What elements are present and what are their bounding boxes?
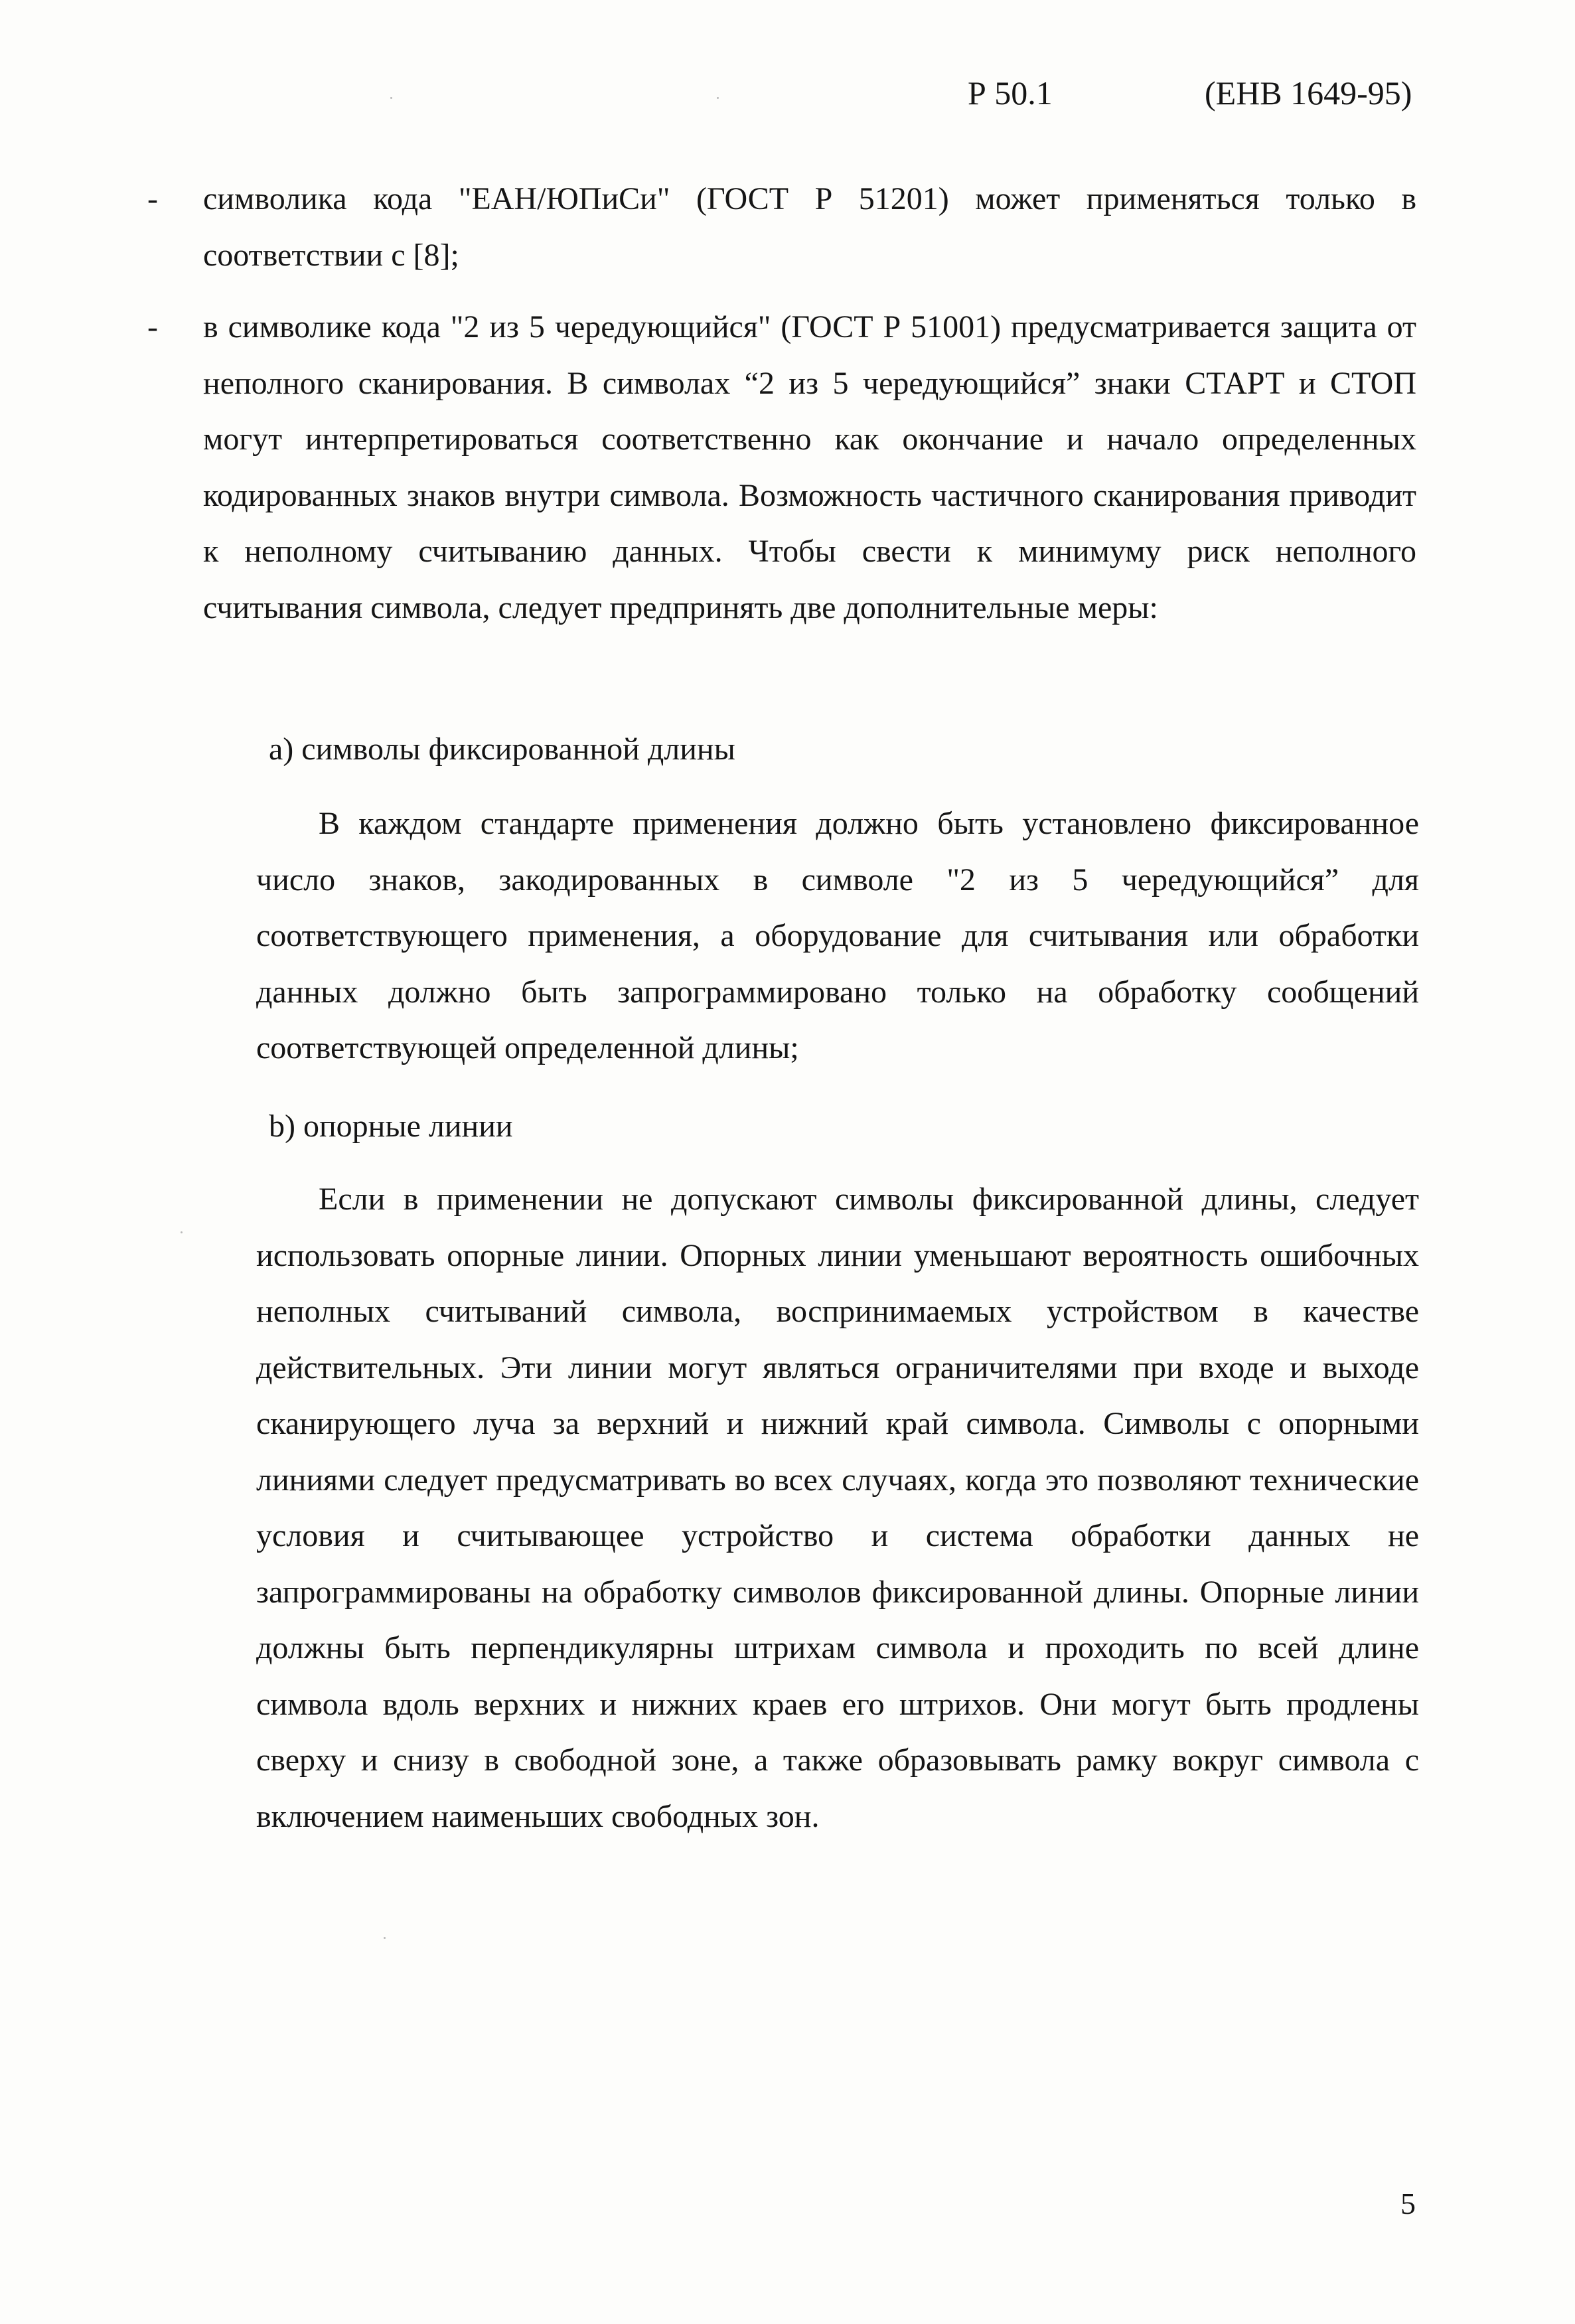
document-code: Р 50.1: [968, 74, 1053, 112]
sub-item-title-fixed-length: а) символы фиксированной длины: [269, 732, 735, 767]
scan-artifact: [390, 97, 392, 99]
sub-item-body-bearer-bars: Если в применении не допускают символы фиксированной длины, следует использовать опорные линии. Опорных линии уменьшают вероятность ошибочных неполных считываний символа, воспринимаемых устройством в качестве действительных. Эти линии могут являться ограничителями при входе и выходе сканирующего луча за верхний и нижний край символа. Символы с опорными линиями следует предусматривать во всех случаях, когда это позволяют технические условия и считывающее устройство и система обработки данных не запрограммированы на обработку символов фиксированной длины. Опорные линии должны быть перпендикулярны штрихам символа и проходить по всей длине символа вдоль верхних и нижних краев его штрихов. Они могут быть продлены сверху и снизу в свободной зоне, а также образовывать рамку вокруг символа с включением наименьших свободных зон.: [256, 1182, 1419, 1834]
list-item-interleaved-2of5: в символике кода "2 из 5 чередующийся" (ГОСТ Р 51001) предусматривается защита от неполного сканирования. В символах “2 из 5 чередующийся” знаки СТАРТ и СТОП могут интерпретироваться соответственно как окончание и начало определенных кодированных знаков внутри символа. Возможность частичного сканирования приводит к неполному считыванию данных. Чтобы свести к минимуму риск неполного считывания символа, следует предпринять две дополнительные меры:: [203, 309, 1416, 625]
list-marker: -: [147, 309, 158, 345]
sub-item-title-bearer-bars: b) опорные линии: [269, 1109, 513, 1144]
standard-reference: (ЕНВ 1649-95): [1205, 74, 1412, 112]
scan-artifact: [181, 1231, 183, 1233]
list-marker: -: [147, 181, 158, 216]
scan-artifact: [717, 97, 719, 99]
scan-artifact: [384, 1937, 386, 1939]
sub-item-body-fixed-length: В каждом стандарте применения должно быть установлено фиксированное число знаков, закодированных в символе "2 из 5 чередующийся” для соответствующего применения, а оборудование для считывания или обработки данных должно быть запрограммировано только на обработку сообщений соответствующей определенной длины;: [256, 806, 1419, 1065]
list-item-ean-upc: символика кода "ЕАН/ЮПиСи" (ГОСТ Р 51201) может применяться только в соответствии с [8];: [203, 181, 1416, 273]
page-number: 5: [1400, 2187, 1416, 2220]
